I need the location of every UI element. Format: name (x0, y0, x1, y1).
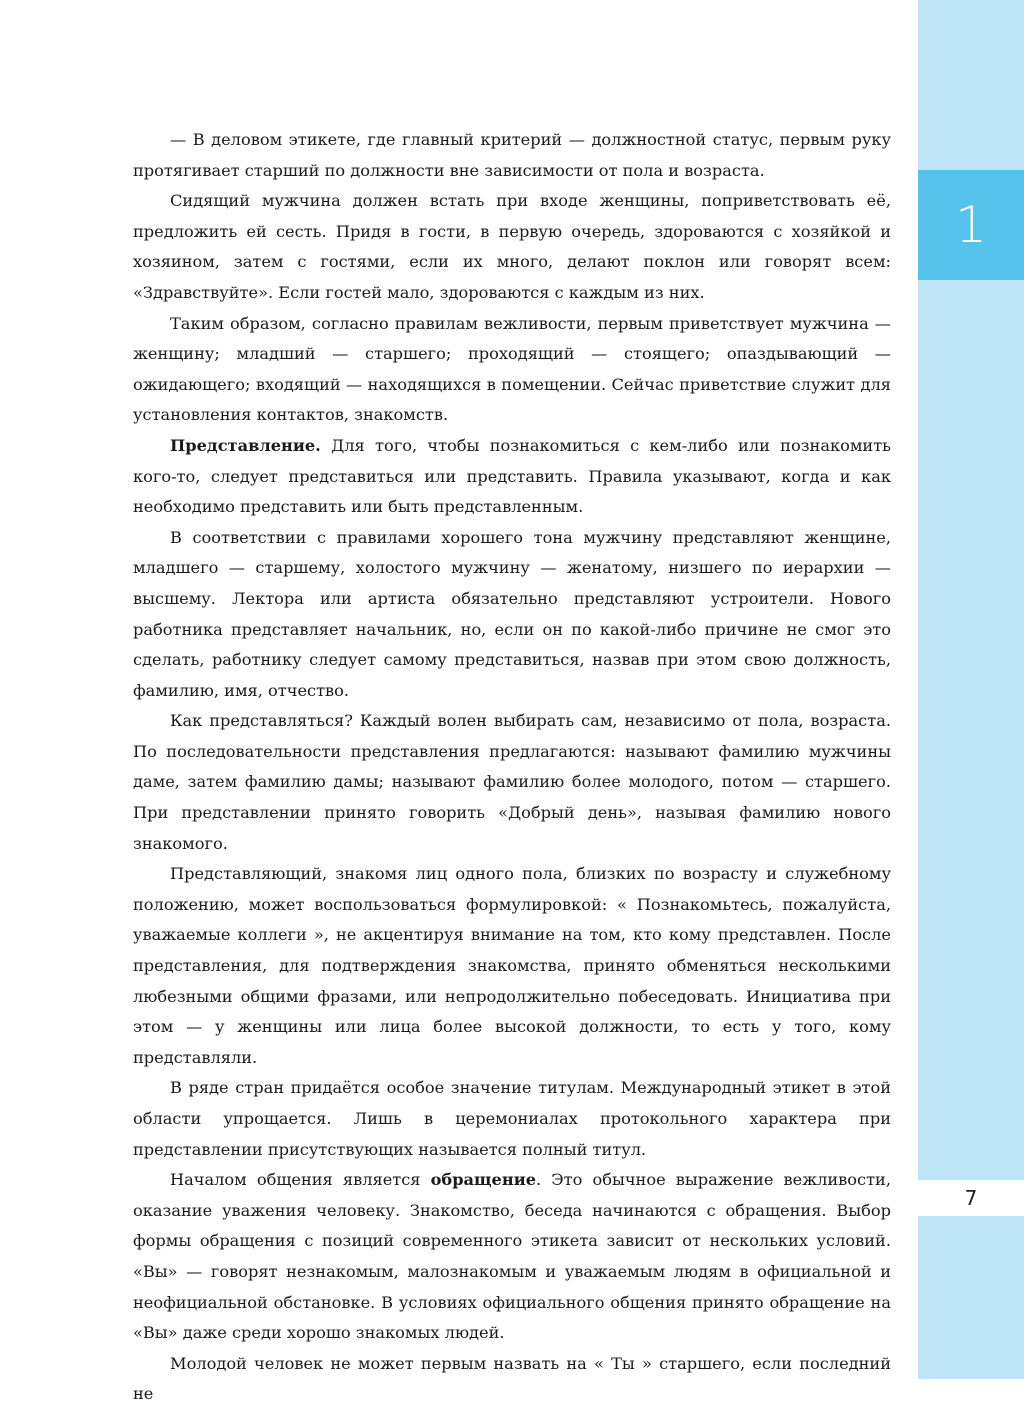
paragraph-10-text: Молодой человек не может первым назвать на « Ты » старшего, если последний не (133, 1353, 891, 1404)
paragraph-3-text: Таким образом, согласно правилам вежливости, первым приветствует мужчина — женщину; младший — старшего; проходящий — стоящего; опаздывающий — ожидающего; входящий — находящихся в помещении. Сейчас приветствие служит для установления контактов, знакомств. (133, 313, 891, 425)
paragraph-9 (133, 1165, 891, 1349)
paragraph-4-text: Для того, чтобы познакомиться с кем-либо или познакомить кого-то, следует представиться или представить. Правила указывают, когда и как необходимо представить или быть представленным. (133, 435, 891, 517)
body-text (133, 125, 891, 1410)
page-number-box (918, 1180, 1024, 1216)
paragraph-7 (133, 859, 891, 1073)
paragraph-10 (133, 1349, 891, 1410)
paragraph-5 (133, 523, 891, 707)
page-number: 7 (964, 1186, 978, 1210)
paragraph-5-text: В соответствии с правилами хорошего тона мужчину представляют женщине, младшего — старшему, холостого мужчину — женатому, низшего по иерархии — высшему. Лектора или артиста обязательно представляют устроители. Нового работника представляет начальник, но, если он по какой-либо причине не смог это сделать, работнику следует самому представиться, назвав при этом свою должность, фамилию, имя, отчество. (133, 527, 891, 700)
paragraph-3 (133, 309, 891, 431)
paragraph-8 (133, 1073, 891, 1165)
paragraph-6 (133, 706, 891, 859)
paragraph-2 (133, 186, 891, 308)
chapter-tab (918, 170, 1024, 280)
chapter-number: 1 (955, 196, 987, 254)
paragraph-9-text-before: Началом общения является (170, 1170, 431, 1190)
paragraph-6-text: Как представляться? Каждый волен выбирать сам, независимо от пола, возраста. По последовательности представления предлагаются: называют фамилию мужчины даме, затем фамилию дамы; называют фамилию более молодого, потом — старшего. При представлении принято говорить «Добрый день», называя фамилию нового знакомого. (133, 711, 891, 853)
paragraph-1-text: — В деловом этикете, где главный критерий — должностной статус, первым руку протягивает старший по должности вне зависимости от пола и возраста. (133, 130, 891, 180)
paragraph-2-text: Сидящий мужчина должен встать при входе женщины, поприветствовать её, предложить ей сесть. Придя в гости, в первую очередь, здороваются с хозяйкой и хозяином, затем с гостями, если их много, делают поклон или говорят всем: «Здравствуйте». Если гостей мало, здороваются с каждым из них. (133, 191, 891, 302)
paragraph-8-text: В ряде стран придаётся особое значение титулам. Международный этикет в этой области упрощается. Лишь в церемониалах протокольного характера при представлении присутствующих называется полный титул. (133, 1078, 891, 1159)
paragraph-4 (133, 431, 891, 523)
term-introduction: Представление. (170, 435, 321, 455)
paragraph-7-text: Представляющий, знакомя лиц одного пола, близких по возрасту и служебному положению, может воспользоваться формулировкой: « Познакомьтесь, пожалуйста, уважаемые коллеги », не акцентируя внимание на том, кто кому представлен. После представления, для подтверждения знакомства, принято обменяться несколькими любезными общими фразами, или непродолжительно побеседовать. Инициатива при этом — у женщины или лица более высокой должности, то есть у того, кому представляли. (133, 864, 891, 1067)
paragraph-9-text-after: . Это обычное выражение вежливости, оказание уважения человеку. Знакомство, беседа начинаются с обращения. Выбор формы обращения с позиций современного этикета зависит от нескольких условий. «Вы» — говорят незнакомым, малознакомым и уважаемым людям в официальной и неофициальной обстановке. В условиях официального общения принято обращение на «Вы» даже среди хорошо знакомых людей. (133, 1170, 891, 1343)
term-address: обращение (430, 1170, 536, 1190)
paragraph-1 (133, 125, 891, 186)
